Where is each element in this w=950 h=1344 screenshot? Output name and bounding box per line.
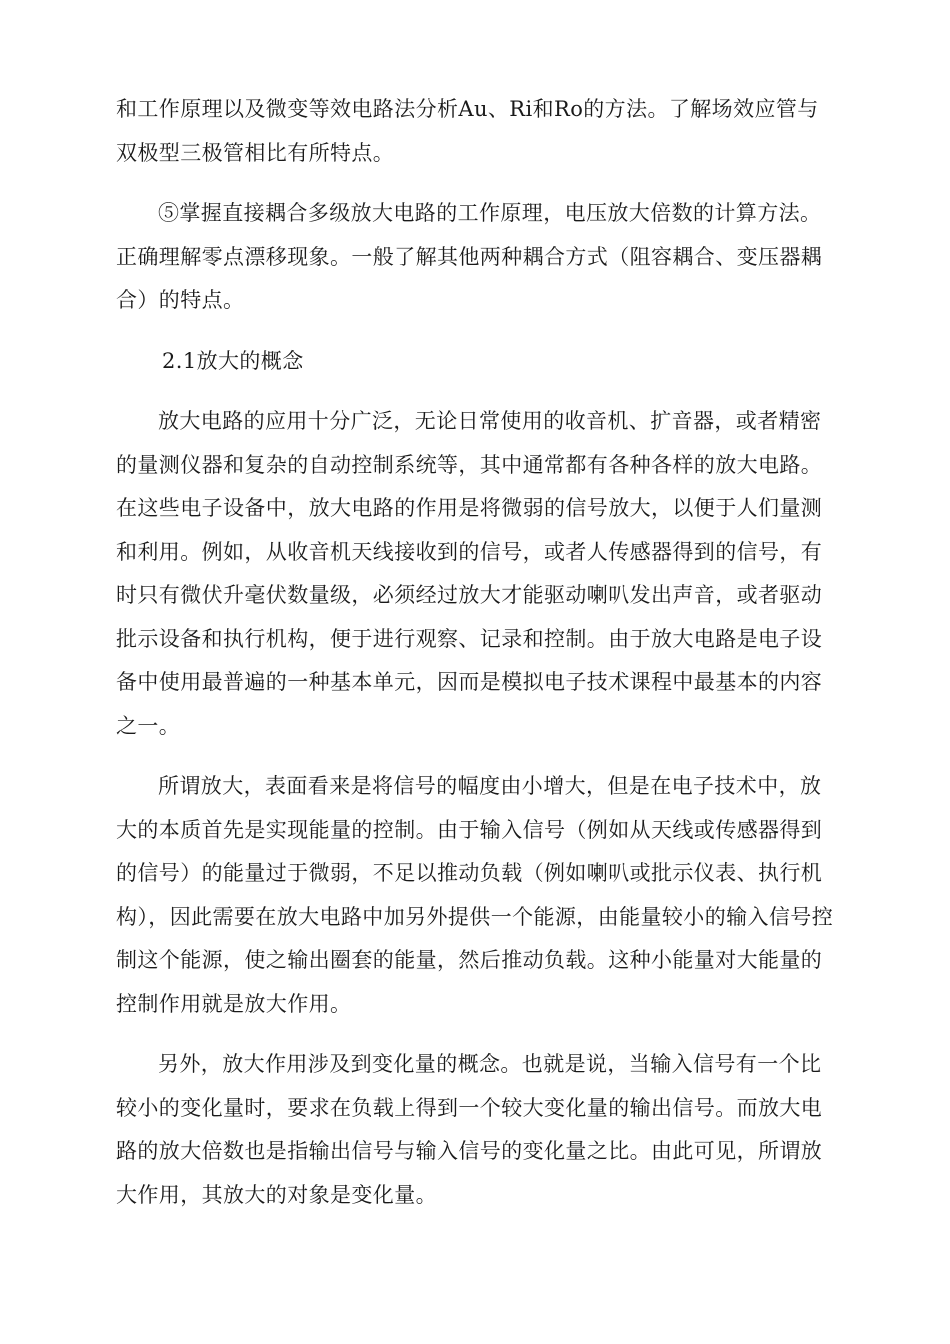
document-page: [116, 88, 836, 1217]
section-heading: 2.1放大的概念: [162, 348, 304, 373]
paragraph-amplification-essence: 所谓放大，表面看来是将信号的幅度由小增大，但是在电子技术中，放大的本质首先是实现能量的控制。由于输入信号（例如从天线或传感器得到的信号）的能量过于微弱，不足以推动负载（例如喇叭或批示仪表、执行机构），因此需要在放大电路中加另外提供一个能源，由能量较小的输入信号控制这个能源，使之输出圈套的能量，然后推动负载。这种小能量对大能量的控制作用就是放大作用。: [116, 774, 834, 1016]
paragraph-objective-5: ⑤掌握直接耦合多级放大电路的工作原理，电压放大倍数的计算方法。正确理解零点漂移现象。一般了解其他两种耦合方式（阻容耦合、变压器耦合）的特点。: [116, 201, 823, 312]
paragraph-amplifier-applications: 放大电路的应用十分广泛，无论日常使用的收音机、扩音器，或者精密的量测仪器和复杂的自动控制系统等，其中通常都有各种各样的放大电路。在这些电子设备中，放大电路的作用是将微弱的信号放大，以便于人们量测和利用。例如，从收音机天线接收到的信号，或者人传感器得到的信号，有时只有微伏升毫伏数量级，必须经过放大才能驱动喇叭发出声音，或者驱动批示设备和执行机构，便于进行观察、记录和控制。由于放大电路是电子设备中使用最普遍的一种基本单元，因而是模拟电子技术课程中最基本的内容之一。: [116, 409, 823, 738]
paragraph-continuation: 和工作原理以及微变等效电路法分析Au、Ri和Ro的方法。了解场效应管与双极型三极管相比有所特点。: [116, 97, 819, 165]
paragraph-variation-quantity: 另外，放大作用涉及到变化量的概念。也就是说，当输入信号有一个比较小的变化量时，要求在负载上得到一个较大变化量的输出信号。而放大电路的放大倍数也是指输出信号与输入信号的变化量之比。由此可见，所谓放大作用，其放大的对象是变化量。: [116, 1052, 823, 1207]
